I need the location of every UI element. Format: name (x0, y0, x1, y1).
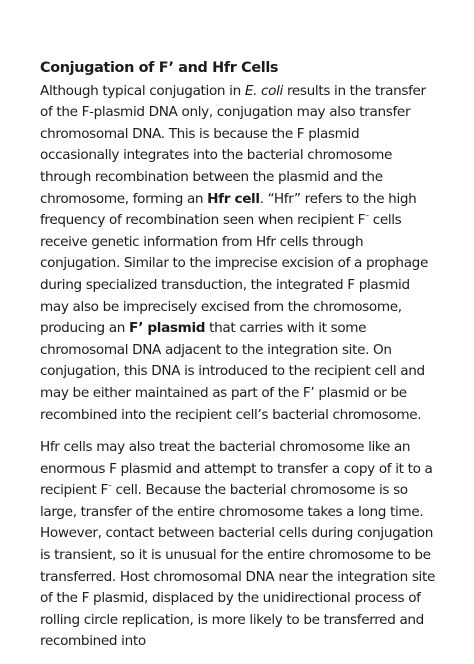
f-minus-superscript: – (107, 480, 112, 490)
paragraph-1-text-a: Although typical conjugation in (40, 82, 245, 99)
f-minus-superscript: – (365, 210, 369, 220)
section-heading: Conjugation of F’ and Hfr Cells (40, 60, 279, 76)
f-prime-plasmid-term: F’ plasmid (129, 320, 206, 337)
hfr-cell-term: Hfr cell (207, 190, 260, 207)
paragraph-1-text-d: cells receive genetic information from Hfr cells through conjugation. Similar to the imprecise excision of a prophage during specialized transduction, the integrated F plasmid may also be imprecisely excised from the chromosome, producing an (40, 212, 428, 337)
paragraph-2-text-a: Hfr cells may also treat the bacterial chromosome like an enormous F plasmid and attempt to transfer a copy of it to a recipient F (40, 439, 433, 499)
paragraph-1 (40, 81, 440, 427)
e-coli-italic: E. coli (244, 82, 283, 99)
paragraph-2 (40, 437, 440, 653)
paragraph-1-text-e: that carries with it some chromosomal DNA adjacent to the integration site. On conjugation, this DNA is introduced to the recipient cell and may be either maintained as part of the F’ plasmid or be recombined into the recipient cell’s bacterial chromosome. (40, 320, 425, 423)
paragraph-1-text-c: . “Hfr” refers to the high frequency of recombination seen when recipient F (40, 190, 417, 229)
paragraph-1-text-b: results in the transfer of the F-plasmid DNA only, conjugation may also transfer chromosomal DNA. This is because the F plasmid occasionally integrates into the bacterial chromosome through recombination between the plasmid and the chromosome, forming an (40, 82, 426, 207)
paragraph-2-text-b: cell. Because the bacterial chromosome is so large, transfer of the entire chromosome takes a long time. However, contact between bacterial cells during conjugation is transient, so it is unusual for the entire chromosome to be transferred. Host chromosomal DNA near the integration site of the F plasmid, displaced by the unidirectional process of rolling circle replication, is more likely to be transferred and recombined into (40, 482, 435, 650)
document-body (40, 58, 440, 664)
